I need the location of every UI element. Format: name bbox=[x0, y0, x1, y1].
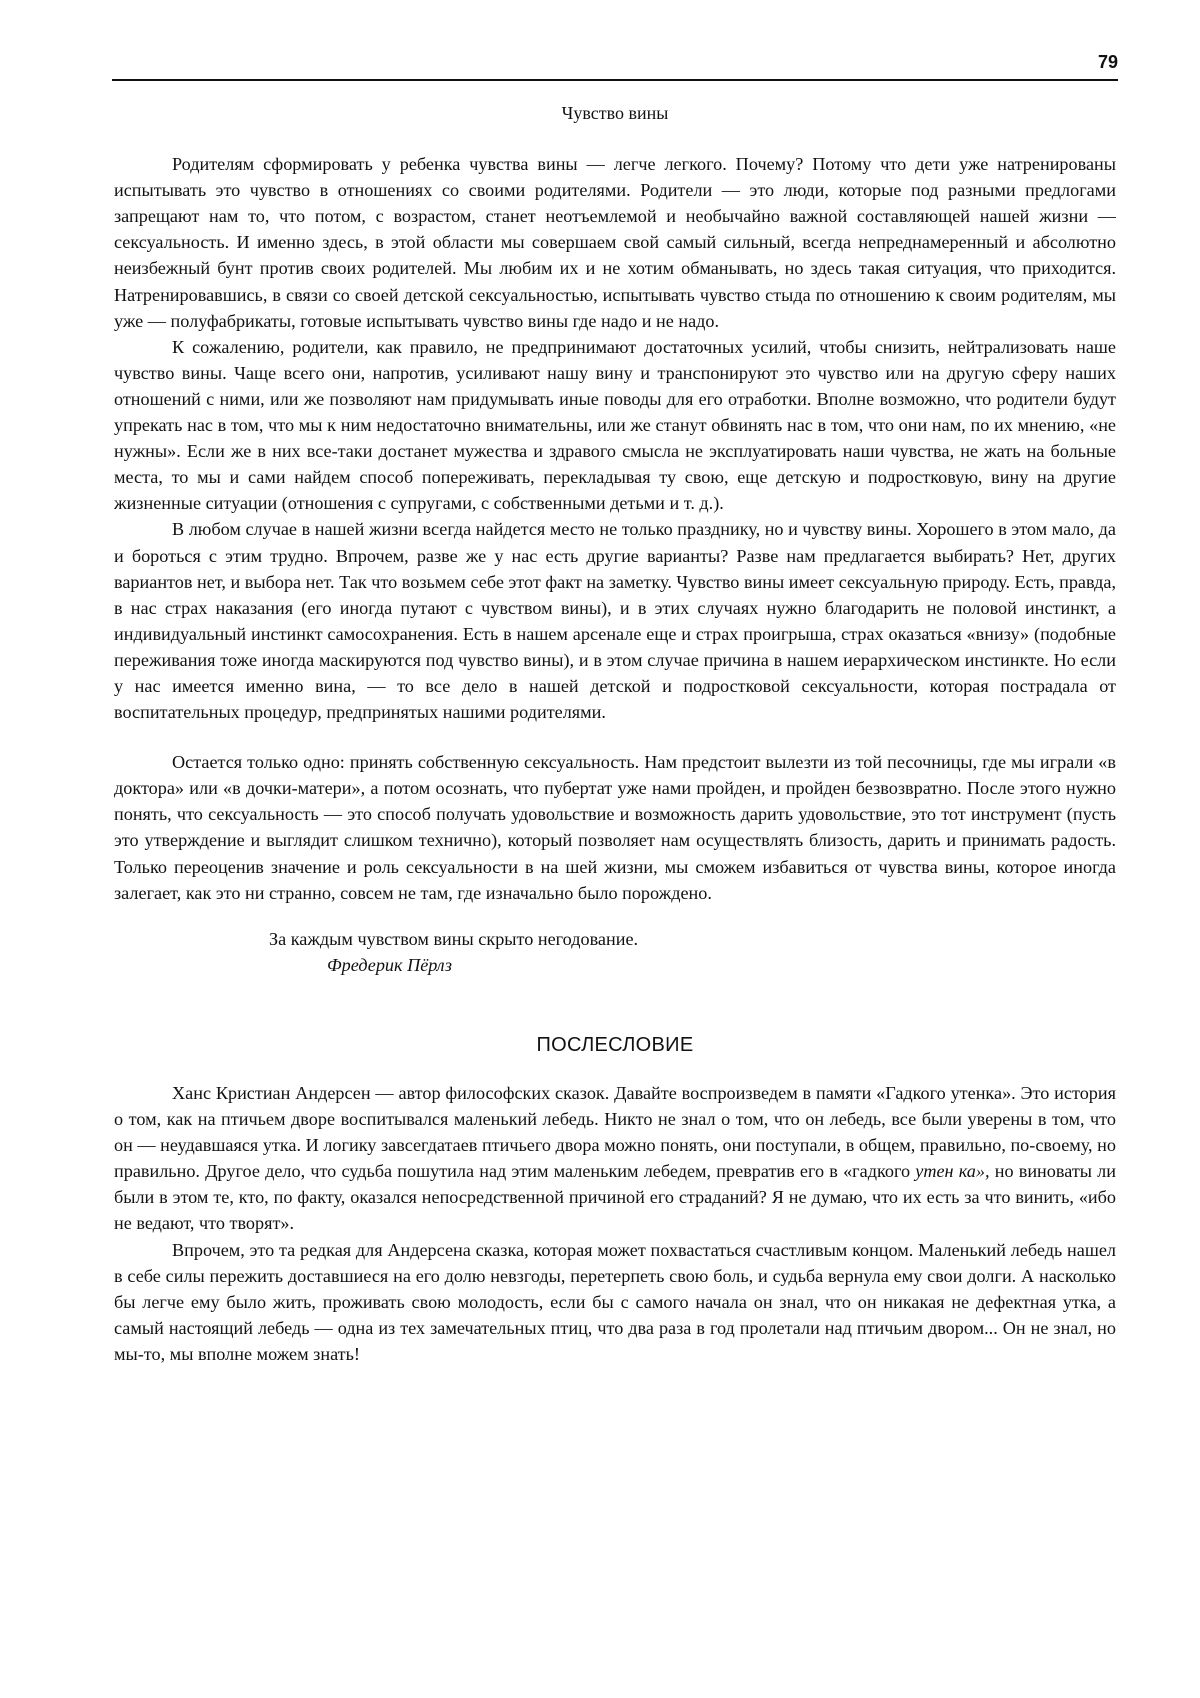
header-rule bbox=[112, 79, 1118, 81]
section-title: Чувство вины bbox=[561, 103, 669, 123]
paragraph: Остается только одно: принять собственную сексуальность. Нам предстоит вылезти из той песочницы, где мы играли «в доктора» или «в дочки-матери», а потом осознать, что пубертат уже нами пройден, и пройден безвозвратно. После этого нужно понять, что сексуальность — это способ получать удовольствие и возможность дарить удовольствие, это тот инструмент (пусть это утверждение и выглядит слишком технично), который позволяет нам осуществлять близость, дарить и принимать радость. Только переоценив значение и роль сексуальности в на шей жизни, мы сможем избавиться от чувства вины, которое иногда залегает, как это ни странно, совсем не там, где изначально было порождено. bbox=[114, 752, 1116, 903]
paragraph: В любом случае в нашей жизни всегда найдется место не только празднику, но и чувству вины. Хорошего в этом мало, да и бороться с этим трудно. Впрочем, разве же у нас есть другие варианты? Разве нам предлагается выбирать? Нет, других вариантов нет, и выбора нет. Так что возьмем себе этот факт на заметку. Чувство вины имеет сексуальную природу. Есть, правда, в нас страх наказания (его иногда путают с чувством вины), и в этих случаях нужно благодарить не половой инстинкт, а индивидуальный инстинкт самосохранения. Есть в нашем арсенале еще и страх проигрыша, страх оказаться «внизу» (подобные переживания тоже иногда маскируются под чувство вины), и в этом случае причина в нашем иерархическом инстинкте. Но если у нас имеется именно вина, — то все дело в нашей детской и подростковой сексуальности, которая пострадала от воспитательных процедур, предпринятых нашими родителями. bbox=[114, 519, 1116, 723]
epigraph-quote: За каждым чувством вины скрыто негодование. bbox=[269, 928, 639, 949]
paragraph-gap bbox=[114, 725, 1116, 749]
paragraph: Родителям сформировать у ребенка чувства вины — легче легкого. Почему? Потому что дети уже натренированы испытывать это чувство в отношениях со своими родителями. Родители — это люди, которые под разными предлогами запрещают нам то, что потом, с возрастом, станет неотъемлемой и необычайно важной составляющей нашей жизни — сексуальность. И именно здесь, в этой области мы совершаем свой самый сильный, всегда непреднамеренный и абсолютно неизбежный бунт против своих родителей. Мы любим их и не хотим обманывать, но здесь такая ситуация, что приходится. Натренировавшись, в связи со своей детской сексуальностью, испытывать чувство стыда по отношению к своим родителям, мы уже — полуфабрикаты, готовые испытывать чувство вины где надо и не надо. bbox=[114, 154, 1116, 331]
epigraph bbox=[269, 926, 1116, 978]
afterword-paragraph bbox=[114, 1080, 1116, 1237]
text-run: но виноваты ли были в этом те, кто, по факту, оказался непосредственной причиной его страданий? Я не думаю, что их есть за что винить, «ибо не ведают, что творят». bbox=[114, 1161, 1116, 1234]
paragraph: К сожалению, родители, как правило, не предпринимают достаточных усилий, чтобы снизить, нейтрализовать наше чувство вины. Чаще всего они, напротив, усиливают нашу вину и транспонируют это чувство или на другую сферу наших отношений с ними, или же позволяют нам придумывать иные поводы для его отработки. Вполне возможно, что родители будут упрекать нас в том, что мы к ним недостаточно внимательны, или же станут обвинять нас в том, что они нам, по их мнению, «не нужны». Если же в них все-таки достанет мужества и здравого смысла не эксплуатировать наши чувства, не жать на больные места, то мы и сами найдем способ попереживать, перекладывая ту свою, еще детскую и подростковую, вину на другие жизненные ситуации (отношения с супругами, с собственными детьми и т. д.). bbox=[114, 336, 1116, 514]
italic-run: утен ка», bbox=[915, 1161, 990, 1182]
page-number: 79 bbox=[1097, 52, 1118, 72]
text-run: Ханс Кристиан Андерсен — автор философских сказок. Давайте воспроизведем в памяти «Гадкого утенка». Это история о том, как на птичьем дворе воспитывался маленький лебедь. Никто не знал о том, что он лебедь, все были уверены в том, что он — неудавшаяся утка. И логику завсегдатаев птичьего двора можно понять, они поступали, в общем, правильно, по-своему, но правильно. Другое дело, что судьба пошутила над этим маленьким лебедем, превратив его в «гадкого bbox=[114, 1083, 1116, 1182]
epigraph-author: Фредерик Пёрлз bbox=[327, 954, 452, 975]
page-content bbox=[114, 100, 1116, 1367]
afterword-paragraph: Впрочем, это та редкая для Андерсена сказка, которая может похвастаться счастливым концом. Маленький лебедь нашел в себе силы пережить доставшиеся на его долю невзгоды, перетерпеть свою боль, и судьба вернула ему свои долги. А насколько бы легче ему было жить, проживать свою молодость, если бы с самого начала он знал, что он никакая не дефектная утка, а самый настоящий лебедь — одна из тех замечательных птиц, что два раза в год пролетали над птичьим двором... Он не знал, но мы-то, мы вполне можем знать! bbox=[114, 1239, 1116, 1364]
afterword-title: ПОСЛЕСЛОВИЕ bbox=[536, 1033, 694, 1056]
